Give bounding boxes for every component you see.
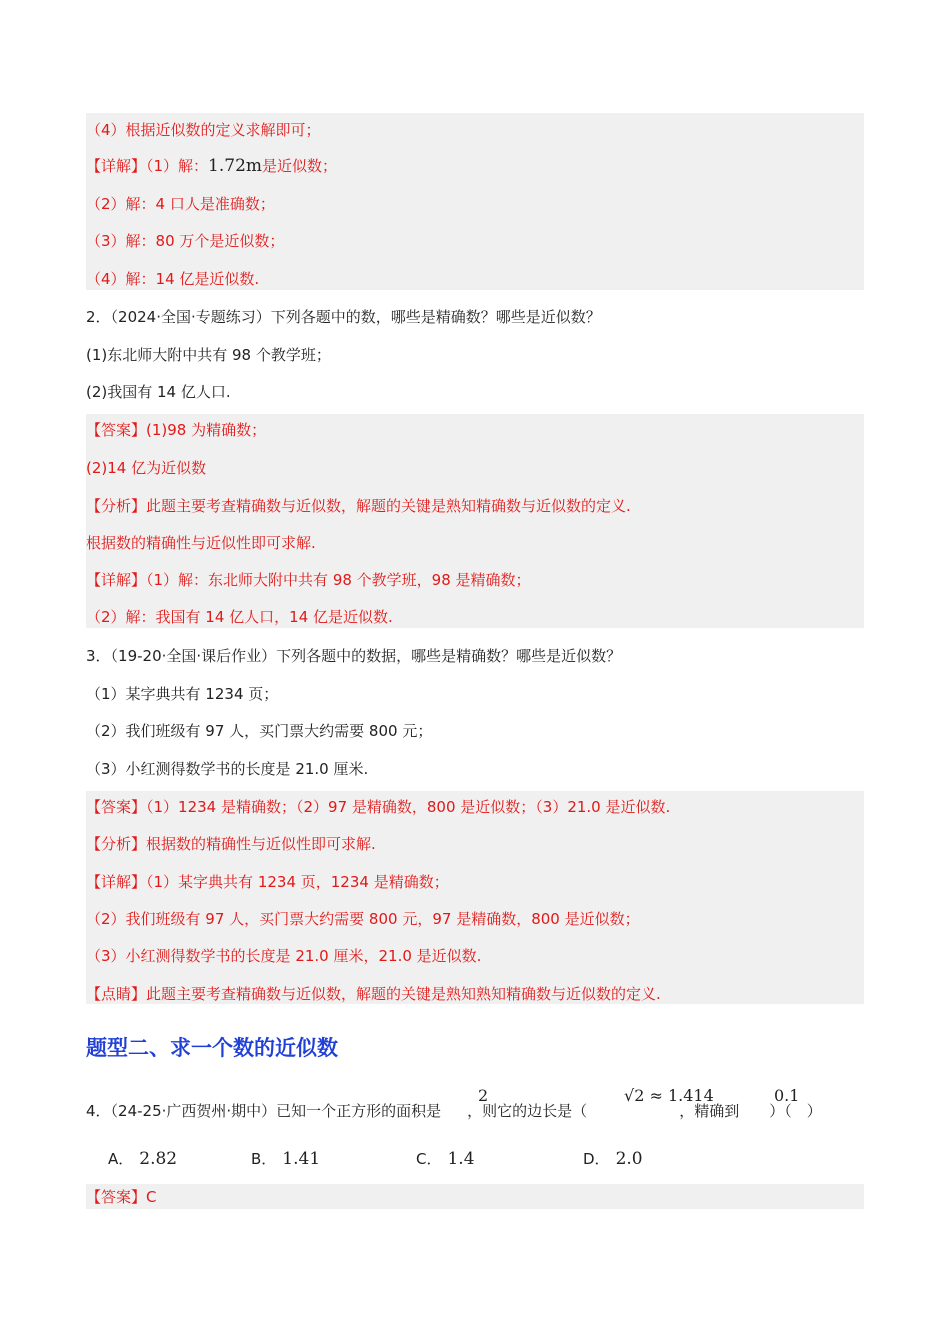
math-value: 1.72m [208, 156, 263, 176]
option-c[interactable]: C． 1.4 [416, 1149, 475, 1169]
question-4-stem: 4．（24-25·广西贺州·期中）已知一个正方形的面积是 ，则它的边长是（ ，精确到 ）（ ） [86, 1102, 822, 1120]
solution-block-2 [86, 414, 864, 628]
text-line: （4）解：14 亿是近似数. [86, 270, 260, 288]
text-line: 【答案】(1)98 为精确数； [86, 421, 267, 439]
text-line: 【详解】（1）解：1.72m是近似数； [86, 156, 338, 176]
text-line: （2）解：我国有 14 亿人口，14 亿是近似数. [86, 608, 393, 626]
option-d[interactable]: D． 2.0 [583, 1149, 643, 1169]
question-item: （1）某字典共有 1234 页； [86, 685, 279, 703]
option-b[interactable]: B． 1.41 [251, 1149, 321, 1169]
precision-value: 0.1 [774, 1086, 800, 1105]
question-item: （2）我们班级有 97 人，买门票大约需要 800 元； [86, 722, 433, 740]
solution-block-3 [86, 791, 864, 1004]
question-item: (1)东北师大附中共有 98 个教学班； [86, 346, 331, 364]
sqrt-approx: √2 ≈ 1.414 [624, 1086, 714, 1105]
text-line: （3）小红测得数学书的长度是 21.0 厘米，21.0 是近似数. [86, 947, 482, 965]
text-line: 【分析】此题主要考查精确数与近似数，解题的关键是熟知精确数与近似数的定义. [86, 497, 631, 515]
text-line: 根据数的精确性与近似性即可求解. [86, 534, 316, 552]
text-line: （2）解：4 口人是准确数； [86, 195, 275, 213]
text-line: (2)14 亿为近似数 [86, 459, 207, 477]
answer-line: 【答案】C [86, 1188, 157, 1206]
question-item: （3）小红测得数学书的长度是 21.0 厘米. [86, 760, 369, 778]
text-line: 【详解】（1）某字典共有 1234 页，1234 是精确数； [86, 873, 449, 891]
text-line: （2）我们班级有 97 人，买门票大约需要 800 元，97 是精确数，800 是近似数； [86, 910, 640, 928]
solution-block-4 [86, 1184, 864, 1209]
text-line: 【详解】（1）解：东北师大附中共有 98 个教学班，98 是精确数； [86, 571, 531, 589]
option-a[interactable]: A． 2.82 [108, 1149, 178, 1169]
text-line: 【分析】根据数的精确性与近似性即可求解. [86, 835, 376, 853]
question-2-stem: 2．（2024·全国·专题练习）下列各题中的数，哪些是精确数？哪些是近似数？ [86, 308, 601, 326]
text-line: 【点睛】此题主要考查精确数与近似数，解题的关键是熟知熟知精确数与近似数的定义. [86, 985, 661, 1003]
question-3-stem: 3．（19-20·全国·课后作业）下列各题中的数据，哪些是精确数？哪些是近似数？ [86, 647, 622, 665]
area-value: 2 [478, 1086, 489, 1105]
text-line: （3）解：80 万个是近似数； [86, 232, 285, 250]
section-heading: 题型二、求一个数的近似数 [86, 1036, 338, 1060]
question-item: (2)我国有 14 亿人口. [86, 383, 231, 401]
text-line: （4）根据近似数的定义求解即可； [86, 121, 321, 139]
text-line: 【答案】（1）1234 是精确数；（2）97 是精确数，800 是近似数；（3）21.0 是近似数. [86, 798, 671, 816]
